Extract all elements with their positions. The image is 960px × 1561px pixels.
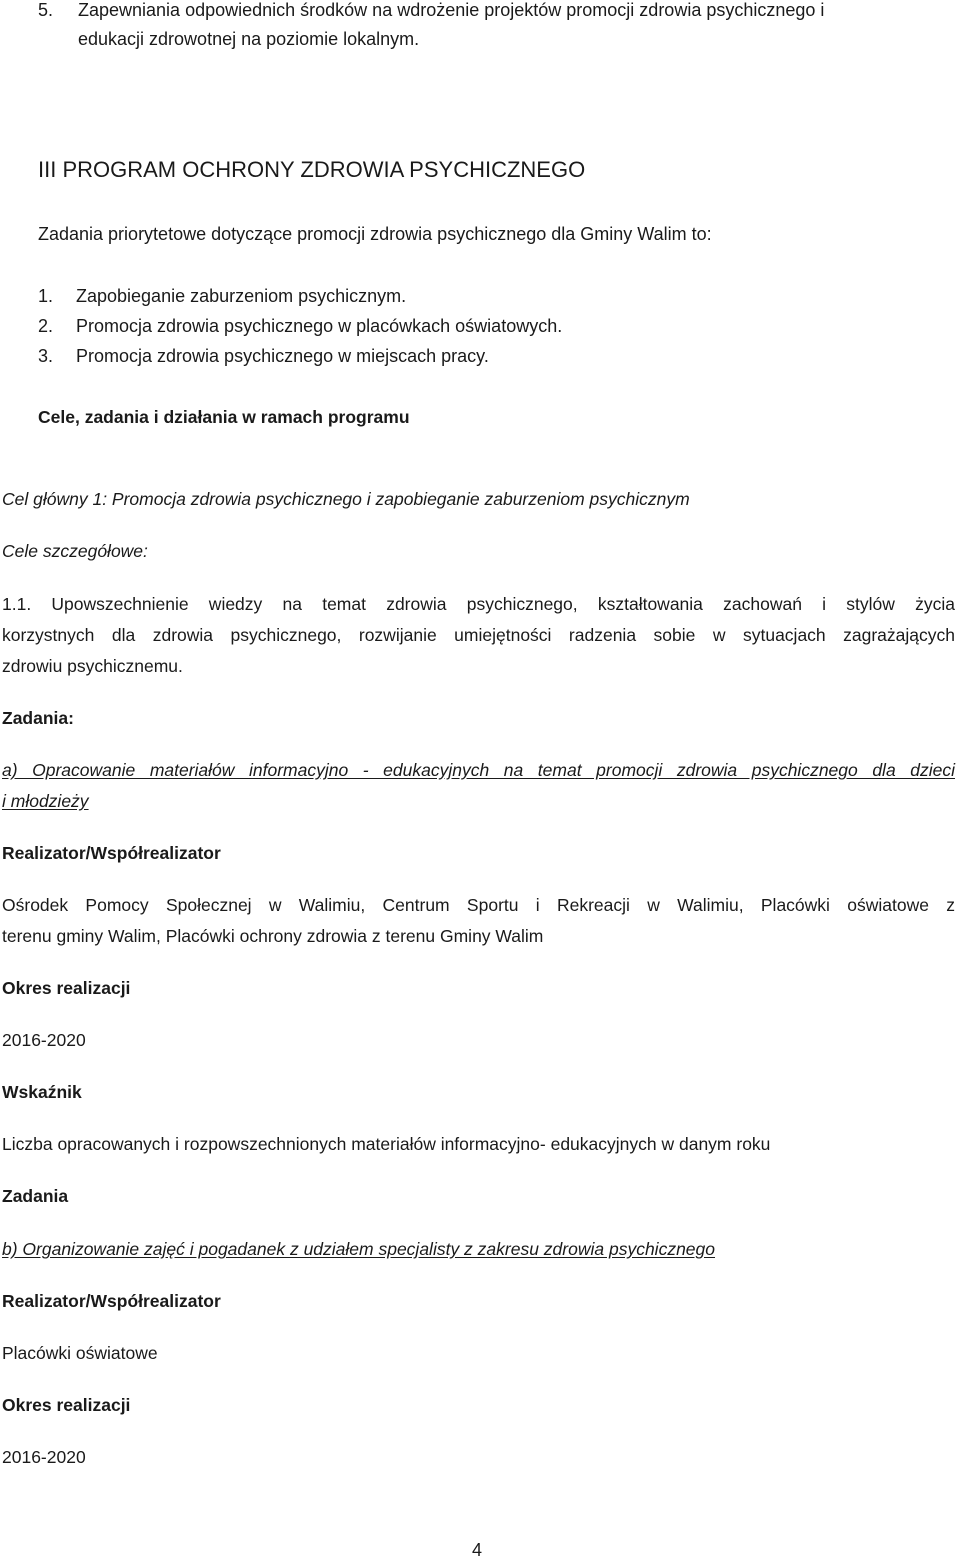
task-b-period-label: Okres realizacji bbox=[2, 1395, 131, 1415]
task-a-indicator: Liczba opracowanych i rozpowszechnionych materiałów informacyjno- edukacyjnych w danym roku bbox=[2, 1134, 771, 1154]
priority-item-2 bbox=[38, 316, 562, 337]
main-goal: Cel główny 1: Promocja zdrowia psychicznego i zapobieganie zaburzeniom psychicznym bbox=[2, 489, 690, 509]
task-a-period: 2016-2020 bbox=[2, 1030, 86, 1050]
priority-item-number: 3. bbox=[38, 346, 54, 366]
task-a-line-1: a) Opracowanie materiałów informacyjno - edukacyjnych na temat promocji zdrowia psychicznego dla dzieci bbox=[2, 760, 955, 780]
task-b-realizer: Placówki oświatowe bbox=[2, 1343, 158, 1363]
priority-item-3 bbox=[38, 346, 489, 367]
task-b-period: 2016-2020 bbox=[2, 1447, 86, 1467]
priority-item-1 bbox=[38, 286, 406, 307]
page-number: 4 bbox=[472, 1540, 483, 1560]
tasks-label: Zadania: bbox=[2, 708, 74, 728]
task-a-realizer-line-1: Ośrodek Pomocy Społecznej w Walimiu, Centrum Sportu i Rekreacji w Walimiu, Placówki oświatowe z bbox=[2, 895, 955, 915]
priority-item-number: 1. bbox=[38, 286, 54, 306]
task-a-period-label: Okres realizacji bbox=[2, 978, 131, 998]
intro-item-line-2: edukacji zdrowotnej na poziomie lokalnym. bbox=[78, 29, 420, 49]
tasks-label-2: Zadania bbox=[2, 1186, 69, 1206]
goals-heading: Cele, zadania i działania w ramach programu bbox=[38, 407, 410, 427]
task-a-realizer-line-2: terenu gminy Walim, Placówki ochrony zdrowia z terenu Gminy Walim bbox=[2, 926, 544, 946]
task-a-realizer-label: Realizator/Współrealizator bbox=[2, 843, 221, 863]
priority-item-number: 2. bbox=[38, 316, 54, 336]
priority-item-text: Zapobieganie zaburzeniom psychicznym. bbox=[76, 286, 407, 306]
priority-item-text: Promocja zdrowia psychicznego w miejscach pracy. bbox=[76, 346, 489, 366]
priority-item-text: Promocja zdrowia psychicznego w placówkach oświatowych. bbox=[76, 316, 563, 336]
section-heading: III PROGRAM OCHRONY ZDROWIA PSYCHICZNEGO bbox=[38, 157, 586, 182]
goal-1-1-line-1: 1.1. Upowszechnienie wiedzy na temat zdrowia psychicznego, kształtowania zachowań i stylów życia bbox=[2, 594, 955, 614]
task-a-line-2: i młodzieży bbox=[2, 791, 89, 811]
goal-1-1-line-2: korzystnych dla zdrowia psychicznego, rozwijanie umiejętności radzenia sobie w sytuacjach zagrażających bbox=[2, 625, 955, 645]
intro-item-number: 5. bbox=[38, 0, 54, 20]
task-b-realizer-label: Realizator/Współrealizator bbox=[2, 1291, 221, 1311]
intro-item-text-1: Zapewniania odpowiednich środków na wdrożenie projektów promocji zdrowia psychicznego i bbox=[78, 0, 825, 20]
task-b: b) Organizowanie zajęć i pogadanek z udziałem specjalisty z zakresu zdrowia psychicznego bbox=[2, 1239, 715, 1259]
goal-1-1-line-3: zdrowiu psychicznemu. bbox=[2, 656, 183, 676]
specific-goals-label: Cele szczegółowe: bbox=[2, 541, 148, 561]
priority-intro: Zadania priorytetowe dotyczące promocji zdrowia psychicznego dla Gminy Walim to: bbox=[38, 224, 712, 244]
task-a-indicator-label: Wskaźnik bbox=[2, 1082, 82, 1102]
